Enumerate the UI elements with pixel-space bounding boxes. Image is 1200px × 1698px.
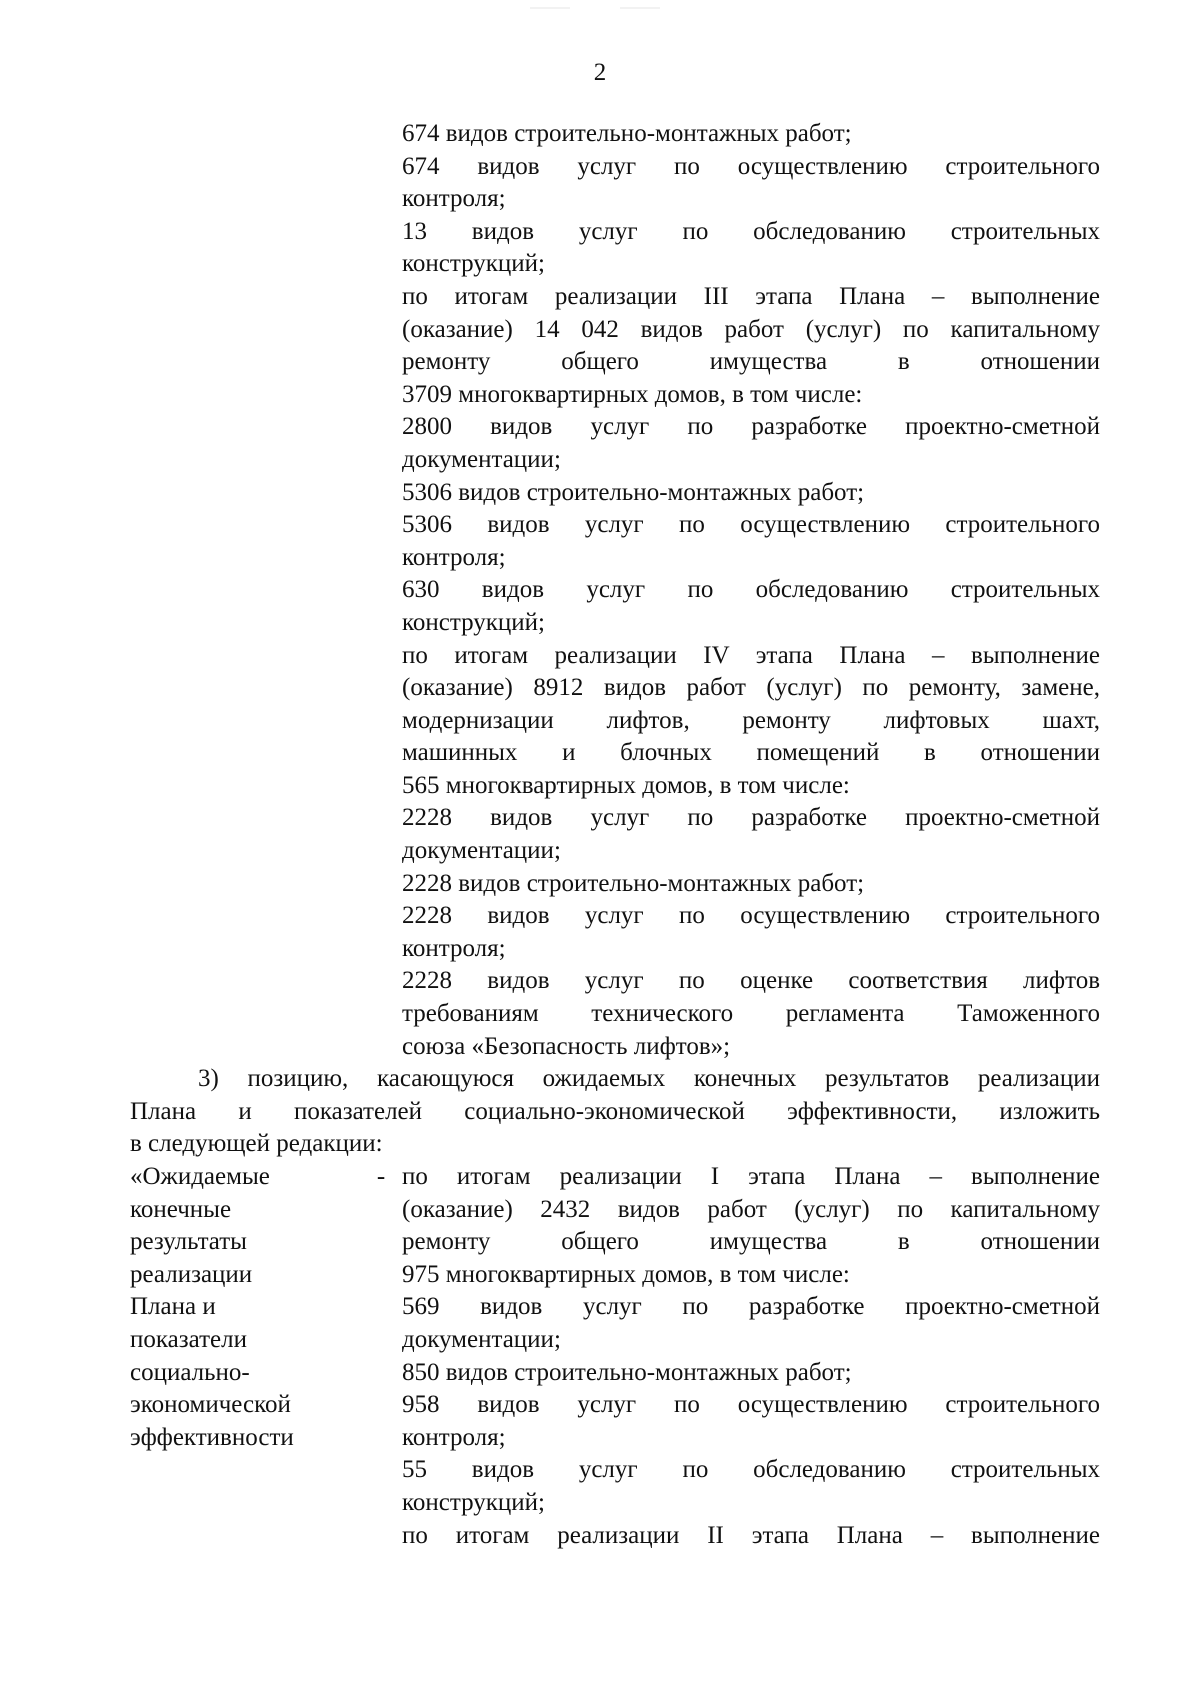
- value-line: конструкций;: [402, 1488, 545, 1516]
- label-line: показатели: [130, 1325, 247, 1353]
- text-line: модернизации лифтов, ремонту лифтовых шахт,: [402, 706, 1100, 734]
- paragraph-line: в следующей редакции:: [130, 1130, 383, 1158]
- text-line: 674 видов строительно-монтажных работ;: [402, 120, 852, 147]
- label-line: экономической: [130, 1391, 291, 1419]
- value-line: 850 видов строительно-монтажных работ;: [402, 1358, 852, 1386]
- text-line: 13 видов услуг по обследованию строительных: [402, 217, 1100, 245]
- label-line: реализации: [130, 1260, 253, 1288]
- text-line: (оказание) 8912 видов работ (услуг) по ремонту, замене,: [402, 674, 1100, 702]
- text-line: документации;: [402, 837, 561, 865]
- text-line: 2228 видов услуг по осуществлению строительного: [402, 902, 1100, 930]
- value-line: по итогам реализации I этапа Плана – выполнение: [402, 1163, 1100, 1190]
- paragraph-line: 3) позицию, касающуюся ожидаемых конечных результатов реализации: [198, 1065, 1100, 1092]
- text-line: контроля;: [402, 934, 506, 962]
- value-line: 569 видов услуг по разработке проектно-сметной: [402, 1293, 1100, 1321]
- continued-list: [402, 118, 1100, 1063]
- text-line: 2228 видов услуг по разработке проектно-сметной: [402, 804, 1100, 832]
- value-line: 55 видов услуг по обследованию строительных: [402, 1456, 1100, 1484]
- value-line: ремонту общего имущества в отношении: [402, 1228, 1100, 1256]
- text-line: 674 видов услуг по осуществлению строительного: [402, 152, 1100, 180]
- text-line: документации;: [402, 445, 561, 473]
- value-line: документации;: [402, 1325, 561, 1353]
- table-dash: -: [376, 1163, 386, 1190]
- text-line: 5306 видов строительно-монтажных работ;: [402, 478, 865, 506]
- text-line: по итогам реализации IV этапа Плана – выполнение: [402, 641, 1100, 669]
- table-value-column: [402, 1161, 1100, 1552]
- text-line: 3709 многоквартирных домов, в том числе:: [402, 380, 863, 408]
- text-line: требованиям технического регламента Таможенного: [402, 1000, 1100, 1028]
- value-line: (оказание) 2432 видов работ (услуг) по капитальному: [402, 1195, 1100, 1223]
- text-line: (оказание) 14 042 видов работ (услуг) по капитальному: [402, 315, 1100, 343]
- value-line: 975 многоквартирных домов, в том числе:: [402, 1260, 850, 1288]
- text-line: конструкций;: [402, 608, 545, 636]
- scan-artifact: [530, 6, 670, 10]
- label-line: социально-: [130, 1358, 250, 1386]
- text-line: по итогам реализации III этапа Плана – выполнение: [402, 282, 1100, 310]
- value-line: 958 видов услуг по осуществлению строительного: [402, 1391, 1100, 1419]
- amendment-paragraph: [130, 1063, 1100, 1161]
- value-line: контроля;: [402, 1423, 506, 1451]
- text-line: союза «Безопасность лифтов»;: [402, 1032, 731, 1060]
- text-line: 2228 видов строительно-монтажных работ;: [402, 869, 865, 897]
- text-line: 630 видов услуг по обследованию строительных: [402, 576, 1100, 604]
- text-line: машинных и блочных помещений в отношении: [402, 739, 1100, 767]
- text-line: 2228 видов услуг по оценке соответствия лифтов: [402, 967, 1100, 995]
- value-line: по итогам реализации II этапа Плана – выполнение: [402, 1521, 1100, 1549]
- text-line: контроля;: [402, 185, 506, 213]
- text-line: 2800 видов услуг по разработке проектно-сметной: [402, 413, 1100, 441]
- label-line: эффективности: [130, 1423, 294, 1451]
- text-line: 565 многоквартирных домов, в том числе:: [402, 771, 850, 799]
- label-line: Плана и: [130, 1293, 216, 1321]
- label-line: «Ожидаемые: [130, 1163, 270, 1190]
- table-label-column: [130, 1161, 370, 1454]
- text-line: контроля;: [402, 543, 506, 571]
- label-line: результаты: [130, 1228, 247, 1256]
- text-line: конструкций;: [402, 250, 545, 278]
- text-line: ремонту общего имущества в отношении: [402, 348, 1100, 376]
- text-line: 5306 видов услуг по осуществлению строительного: [402, 511, 1100, 539]
- label-line: конечные: [130, 1195, 232, 1223]
- paragraph-line: Плана и показателей социально-экономической эффективности, изложить: [130, 1097, 1100, 1125]
- page-number: 2: [593, 59, 607, 86]
